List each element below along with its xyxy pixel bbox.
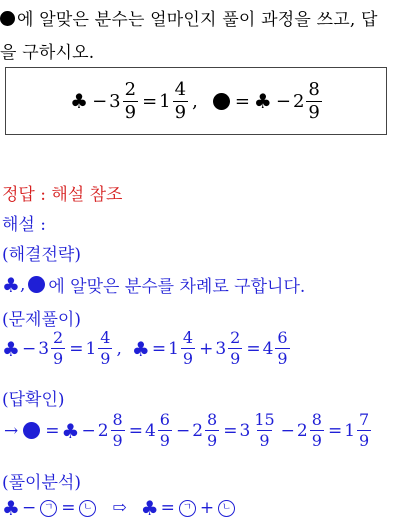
denominator: 9 (311, 431, 322, 450)
equals-sign: = (45, 420, 60, 441)
explanation-label: 해설 : (2, 215, 46, 235)
circled-giyeok-icon: ㄱ (179, 500, 196, 517)
fraction (306, 78, 321, 123)
denominator: 9 (207, 431, 218, 450)
check-heading: (답확인) (2, 390, 65, 410)
circle-icon (213, 93, 230, 110)
fraction (158, 412, 172, 449)
minus-sign: − (92, 90, 108, 112)
equals-sign: = (160, 498, 175, 518)
denominator: 9 (112, 431, 123, 450)
denominator: 9 (359, 431, 370, 450)
circled-nieun-icon: ㄴ (79, 500, 96, 517)
whole-number: 2 (97, 420, 109, 441)
denominator: 9 (259, 431, 270, 450)
numerator: 2 (124, 78, 137, 100)
numerator: 8 (311, 410, 322, 429)
whole-number: 1 (344, 420, 356, 441)
denominator: 9 (277, 349, 288, 368)
equals-sign: = (223, 420, 238, 441)
numerator: 15 (254, 410, 275, 429)
numerator: 6 (159, 410, 170, 429)
question-text (0, 4, 400, 70)
numerator: 8 (112, 410, 123, 429)
minus-sign: − (175, 420, 191, 441)
circled-nieun-icon: ㄴ (218, 500, 235, 517)
club-icon: ♣ (253, 89, 272, 113)
club-icon: ♣ (2, 272, 20, 297)
question-line-2: 을 구하시오. (0, 43, 95, 63)
numerator: 6 (277, 328, 288, 347)
fraction (123, 78, 138, 123)
fraction (111, 412, 125, 449)
club-icon: ♣ (2, 336, 20, 361)
implies-arrow-icon: ⇨ (112, 498, 127, 518)
minus-sign: − (280, 420, 295, 441)
circled-giyeok-icon: ㄱ (40, 500, 57, 517)
whole-number: 3 (109, 90, 121, 112)
denominator: 9 (174, 101, 187, 123)
denominator: 9 (53, 349, 64, 368)
numerator: 2 (53, 328, 64, 347)
whole-number: 2 (292, 90, 305, 112)
equals-sign: = (128, 420, 143, 441)
comma: , (19, 274, 26, 295)
check-equation (2, 412, 373, 449)
fraction (252, 412, 276, 449)
minus-sign: − (81, 420, 96, 441)
circle-icon (23, 422, 40, 439)
circle-icon (0, 11, 15, 26)
numerator: 7 (359, 410, 370, 429)
denominator: 9 (230, 349, 241, 368)
whole-number: 4 (144, 420, 156, 441)
equals-sign: = (327, 420, 343, 441)
whole-number: 4 (262, 338, 274, 359)
whole-number: 3 (239, 420, 251, 441)
denominator: 9 (182, 349, 194, 368)
denominator: 9 (308, 101, 320, 123)
whole-number: 2 (192, 420, 204, 441)
strategy-heading: (해결전략) (2, 245, 81, 265)
equals-sign: = (246, 338, 261, 359)
comma: , (192, 90, 198, 112)
fraction (205, 412, 219, 449)
minus-sign: − (21, 338, 37, 359)
club-icon: ♣ (140, 496, 159, 520)
whole-number: 1 (85, 338, 97, 359)
whole-number: 2 (296, 420, 308, 441)
numerator: 4 (100, 328, 111, 347)
club-icon: ♣ (70, 89, 89, 113)
numerator: 4 (174, 78, 187, 100)
denominator: 9 (100, 349, 111, 368)
equals-sign: = (151, 338, 167, 359)
question-line-1: 에 알맞은 분수는 얼마인지 풀이 과정을 쓰고, 답 (17, 10, 378, 30)
comma: , (116, 338, 122, 359)
fraction (228, 330, 242, 367)
minus-sign: − (275, 90, 291, 112)
solution-heading: (문제풀이) (2, 310, 81, 330)
given-equation (68, 78, 324, 123)
fraction (310, 412, 324, 449)
fraction (51, 330, 65, 367)
denominator: 9 (159, 431, 170, 450)
analysis-formula (2, 496, 237, 520)
club-icon: ♣ (2, 496, 20, 520)
numerator: 2 (230, 328, 241, 347)
whole-number: 3 (38, 338, 50, 359)
fraction (173, 78, 188, 123)
equation-box (5, 67, 387, 135)
whole-number: 3 (215, 338, 227, 359)
equals-sign: = (234, 90, 250, 112)
equals-sign: = (69, 338, 84, 359)
fraction (357, 412, 371, 449)
solution-equation (2, 330, 292, 367)
numerator: 8 (308, 78, 320, 100)
whole-number: 1 (159, 90, 171, 112)
strategy-sentence: 에 알맞은 분수를 차례로 구합니다. (48, 277, 306, 297)
fraction (181, 330, 195, 367)
club-icon: ♣ (61, 418, 80, 443)
equals-sign: = (142, 90, 158, 112)
fraction (98, 330, 112, 367)
whole-number: 1 (168, 338, 179, 359)
plus-sign: + (199, 338, 214, 359)
fraction (275, 330, 289, 367)
analysis-heading: (풀이분석) (2, 473, 81, 493)
strategy-text (2, 272, 305, 297)
circle-icon (28, 276, 45, 293)
club-icon: ♣ (131, 336, 150, 361)
numerator: 8 (207, 410, 218, 429)
answer-label: 정답 : 해설 참조 (2, 185, 123, 205)
minus-sign: − (21, 498, 37, 518)
arrow-right-icon: → (4, 420, 19, 441)
plus-sign: + (199, 498, 215, 518)
equals-sign: = (61, 498, 76, 518)
denominator: 9 (124, 101, 137, 123)
numerator: 4 (182, 328, 194, 347)
